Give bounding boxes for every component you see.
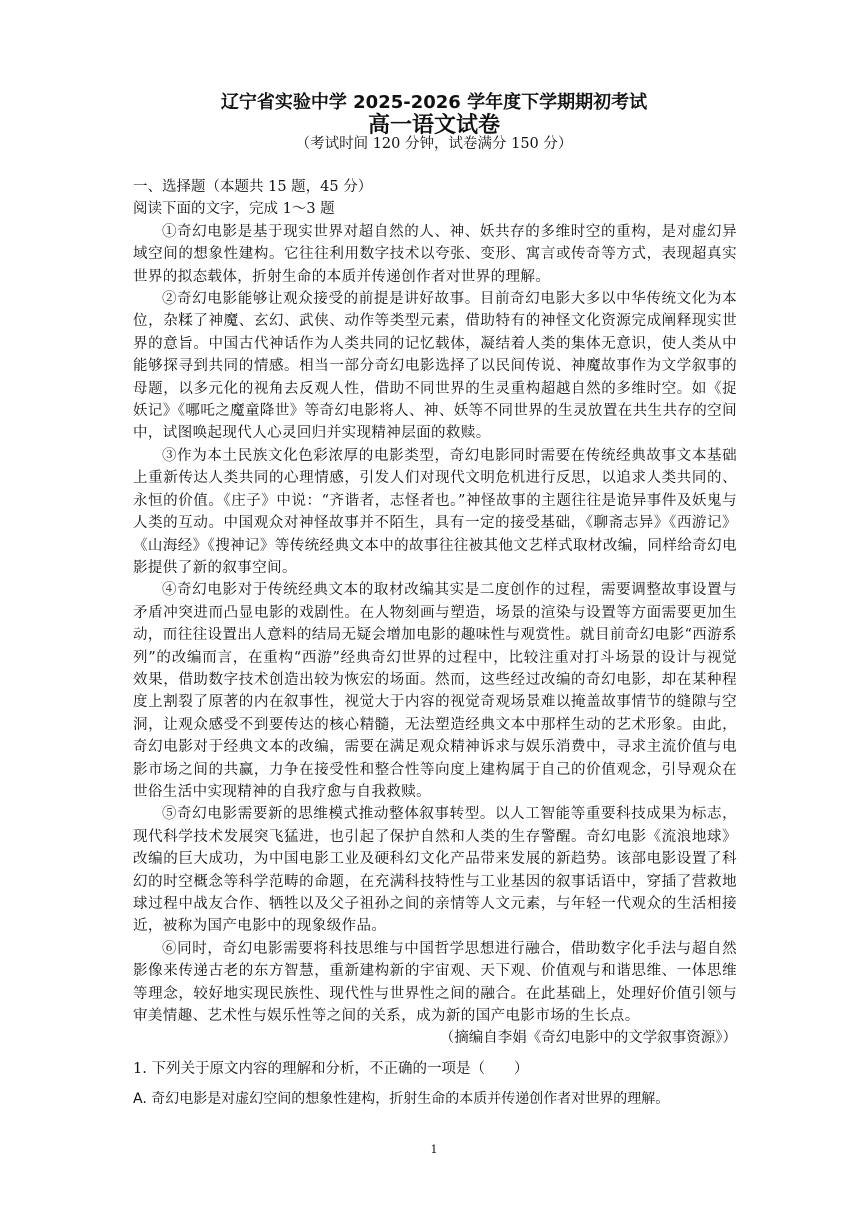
passage-paragraph-4: ④奇幻电影对于传统经典文本的取材改编其实是二度创作的过程，需要调整故事设置与矛盾冲突进而凸显电影的戏剧性。在人物刻画与塑造，场景的渲染与设置等方面需要更加生动，而往往设置出人意料的结局无疑会增加电影的趣味性与观赏性。就目前奇幻电影“西游系列”的改编而言，在重构“西游”经典奇幻世界的过程中，比较注重对打斗场景的设计与视觉效果，借助数字技术创造出较为恢宏的场面。然而，这些经过改编的奇幻电影，却在某种程度上割裂了原著的内在叙事性，视觉大于内容的视觉奇观场景难以掩盖故事情节的缝隙与空洞，让观众感受不到要传达的核心精髓，无法塑造经典文本中那样生动的艺术形象。由此，奇幻电影对于经典文本的改编，需要在满足观众精神诉求与娱乐消费中，寻求主流价值与电影市场之间的共赢，力争在接受性和整合性等向度上建构属于自己的价值观念，引导观众在世俗生活中实现精神的自我疗愈与自我救赎。	[133, 582, 737, 800]
school-exam-title: 辽宁省实验中学 2025-2026 学年度下学期期初考试	[220, 92, 648, 113]
exam-content	[133, 176, 737, 1111]
passage-paragraph-5: ⑤奇幻电影需要新的思维模式推动整体叙事转型。以人工智能等重要科技成果为标志，现代科学技术发展突飞猛进，也引起了保护自然和人类的生存警醒。奇幻电影《流浪地球》改编的巨大成功，为中国电影工业及硬科幻文化产品带来发展的新趋势。该部电影设置了科幻的时空概念等科学范畴的命题，在充满科技特性与工业基因的叙事话语中，穿插了营救地球过程中战友合作、牺牲以及父子祖孙之间的亲情等人文元素，与年轻一代观众的生活相接近，被称为国产电影中的现象级作品。	[133, 806, 737, 935]
question-1-option-a: A. 奇幻电影是对虚幻空间的想象性建构，折射生命的本质并传递创作者对世界的理解。	[133, 1091, 670, 1108]
passage-paragraph-1: ①奇幻电影是基于现实世界对超自然的人、神、妖共存的多维时空的重构，是对虚幻异域空间的想象性建构。它往往利用数字技术以夸张、变形、寓言或传奇等方式，表现超真实世界的拟态载体，折射生命的本质并传递创作者对世界的理解。	[133, 223, 737, 285]
page-number: 1	[430, 1143, 438, 1156]
exam-subject-title: 高一语文试卷	[367, 113, 500, 138]
question-1-stem: 1. 下列关于原文内容的理解和分析，不正确的一项是（ ）	[133, 1060, 529, 1077]
passage-paragraph-2: ②奇幻电影能够让观众接受的前提是讲好故事。目前奇幻电影大多以中华传统文化为本位，杂糅了神魔、玄幻、武侠、动作等类型元素，借助特有的神怪文化资源完成阐释现实世界的意旨。中国古代神话作为人类共同的记忆载体，凝结着人类的集体无意识，使人类从中能够探寻到共同的情感。相当一部分奇幻电影选择了以民间传说、神魔故事作为文学叙事的母题，以多元化的视角去反观人性，借助不同世界的生灵重构超越自然的多维时空。如《捉妖记》《哪吒之魔童降世》等奇幻电影将人、神、妖等不同世界的生灵放置在共生共存的空间中，试图唤起现代人心灵回归并实现精神层面的救赎。	[133, 291, 737, 442]
passage-paragraph-6: ⑥同时，奇幻电影需要将科技思维与中国哲学思想进行融合，借助数字化手法与超自然影像来传递古老的东方智慧，重新建构新的宇宙观、天下观、价值观与和谐思维、一体思维等理念，较好地实现民族性、现代性与世界性之间的融合。在此基础上，处理好价值引领与审美情趣、艺术性与娱乐性等之间的关系，成为新的国产电影市场的生长点。	[133, 940, 737, 1025]
section-heading: 一、选择题（本题共 15 题，45 分）	[133, 179, 373, 195]
reading-instruction: 阅读下面的文字，完成 1～3 题	[133, 201, 335, 218]
exam-time-info: （考试时间 120 分钟，试卷满分 150 分）	[295, 136, 573, 152]
passage-source: （摘编自李娟《奇幻电影中的文学叙事资源》）	[439, 1030, 737, 1047]
passage-paragraph-3: ③作为本土民族文化色彩浓厚的电影类型，奇幻电影同时需要在传统经典故事文本基础上重新传达人类共同的心理情感，引发人们对现代文明危机进行反思，以追求人类共同的、永恒的价值。《庄子》中说：“齐谐者，志怪者也。”神怪故事的主题往往是诡异事件及妖鬼与人类的互动。中国观众对神怪故事并不陌生，具有一定的接受基础，《聊斋志异》《西游记》《山海经》《搜神记》等传统经典文本中的故事往往被其他文艺样式取材改编，同样给奇幻电影提供了新的叙事空间。	[133, 447, 737, 576]
